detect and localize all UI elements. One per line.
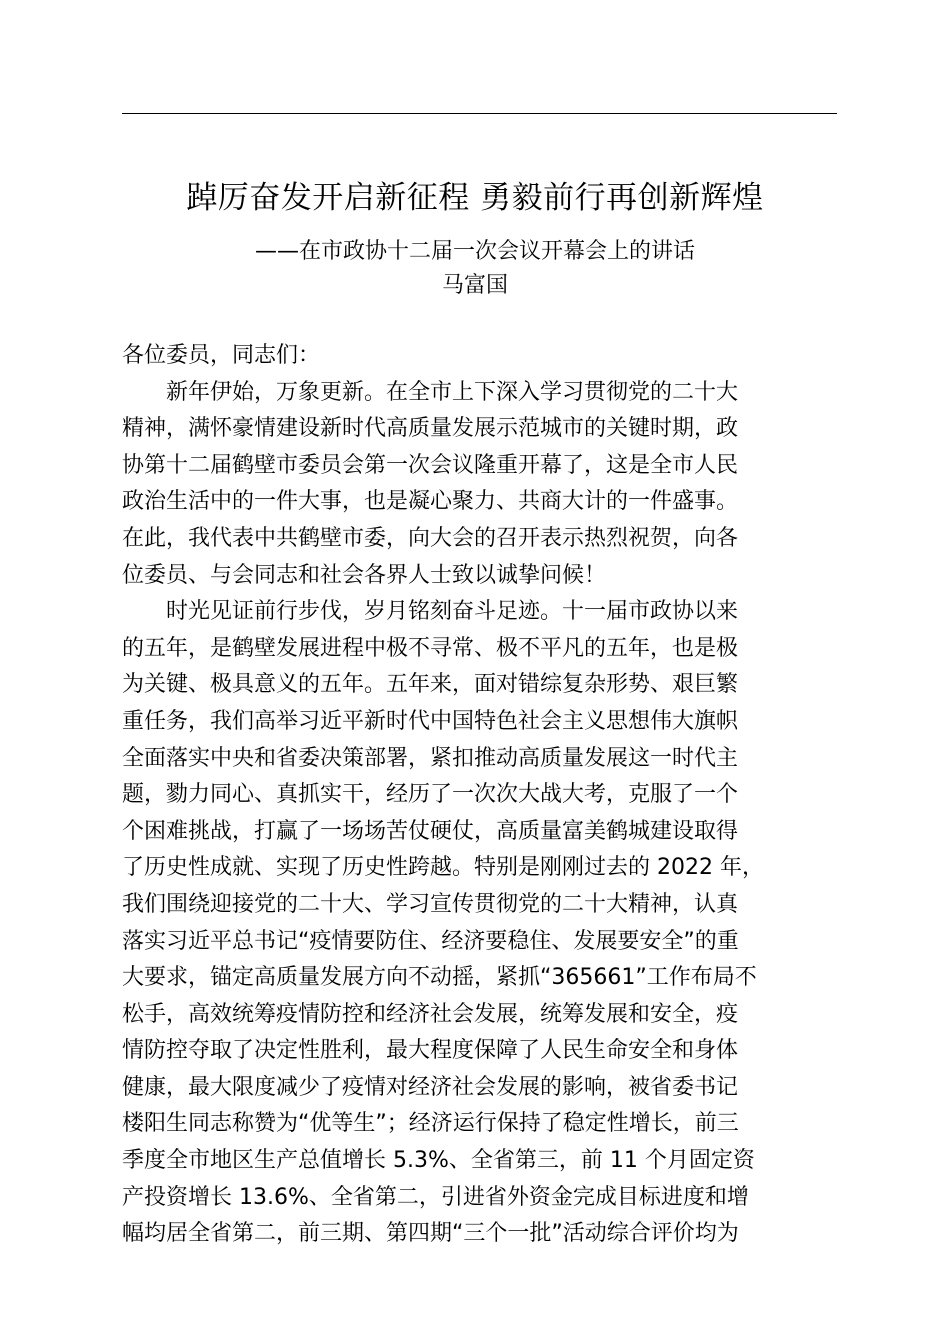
text-line: 的五年，是鹤壁发展进程中极不寻常、极不平凡的五年，也是极: [122, 635, 739, 661]
header-rule: [122, 113, 837, 114]
text-line: 协第十二届鹤壁市委员会第一次会议隆重开幕了，这是全市人民: [122, 452, 739, 478]
document-body: [122, 338, 838, 1253]
text-line: 了历史性成就、实现了历史性跨越。特别是刚刚过去的 2022 年，: [122, 855, 764, 881]
text-line: 为关键、极具意义的五年。五年来，面对错综复杂形势、艰巨繁: [122, 672, 739, 698]
text-line: 政治生活中的一件大事，也是凝心聚力、共商大计的一件盛事。: [122, 489, 739, 515]
text-line: 我们围绕迎接党的二十大、学习宣传贯彻党的二十大精神，认真: [122, 891, 739, 917]
text-line: 重任务，我们高举习近平新时代中国特色社会主义思想伟大旗帜: [122, 708, 739, 734]
text-line: 情防控夺取了决定性胜利，最大程度保障了人民生命安全和身体: [122, 1038, 739, 1064]
text-line: 健康，最大限度减少了疫情对经济社会发展的影响，被省委书记: [122, 1074, 739, 1100]
text-line: 大要求，锚定高质量发展方向不动摇，紧抓“365661”工作布局不: [122, 965, 757, 991]
text-line: 松手，高效统筹疫情防控和经济社会发展，统筹发展和安全，疫: [122, 1001, 739, 1027]
paragraph-1: [122, 375, 838, 595]
text-line: 时光见证前行步伐，岁月铭刻奋斗足迹。十一届市政协以来: [166, 599, 739, 625]
text-line: 精神，满怀豪情建设新时代高质量发展示范城市的关键时期，政: [122, 416, 739, 442]
text-line: 落实习近平总书记“疫情要防住、经济要稳住、发展要安全”的重: [122, 928, 739, 954]
text-line: 产投资增长 13.6%、全省第二，引进省外资金完成目标进度和增: [122, 1184, 749, 1210]
text-line: 幅均居全省第二，前三期、第四期“三个一批”活动综合评价均为: [122, 1221, 739, 1247]
document-author: 马富国: [441, 273, 508, 298]
text-line: 在此，我代表中共鹤壁市委，向大会的召开表示热烈祝贺，向各: [122, 525, 739, 551]
text-line: 楼阳生同志称赞为“优等生”；经济运行保持了稳定性增长，前三: [122, 1111, 739, 1137]
document-title: 踔厉奋发开启新征程 勇毅前行再创新辉煌: [186, 180, 764, 216]
text-line: 位委员、与会同志和社会各界人士致以诚挚问候！: [122, 562, 607, 588]
salutation: 各位委员，同志们：: [122, 343, 321, 368]
text-line: 个困难挑战，打赢了一场场苦仗硬仗，高质量富美鹤城建设取得: [122, 818, 739, 844]
text-line: 季度全市地区生产总值增长 5.3%、全省第三，前 11 个月固定资: [122, 1148, 755, 1174]
document-subtitle: ——在市政协十二届一次会议开幕会上的讲话: [254, 239, 695, 264]
text-line: 全面落实中央和省委决策部署，紧扣推动高质量发展这一时代主: [122, 745, 739, 771]
text-line: 新年伊始，万象更新。在全市上下深入学习贯彻党的二十大: [166, 379, 739, 405]
text-line: 题，勠力同心、真抓实干，经历了一次次大战大考，克服了一个: [122, 782, 739, 808]
paragraph-2: [122, 594, 838, 1253]
